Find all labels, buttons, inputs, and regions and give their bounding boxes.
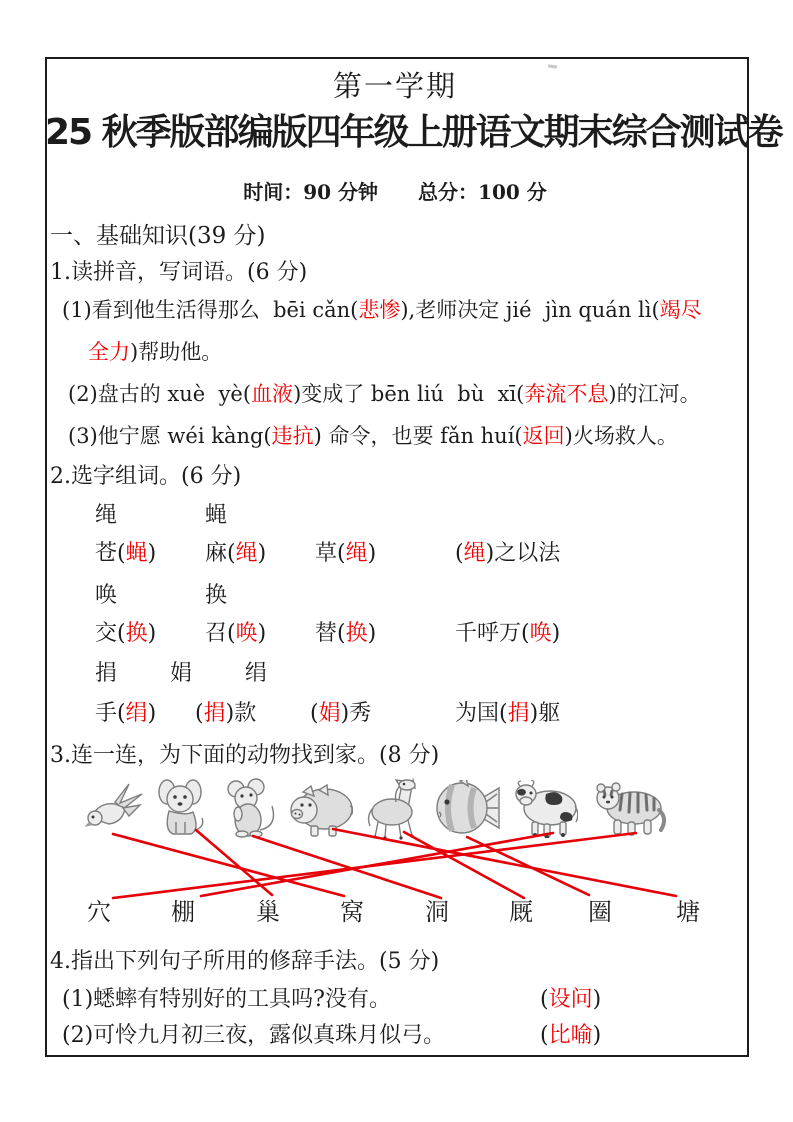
- q2-word-cell: 草(绳): [315, 541, 377, 566]
- q4-sentence-1: (1)蟋蟀有特别好的工具吗?没有。: [62, 987, 391, 1012]
- home-char-xue: 穴: [87, 898, 111, 926]
- q4-answer-1: (设问): [540, 987, 602, 1012]
- q2-char-option: 蝇: [205, 503, 228, 528]
- dog-image: [156, 778, 206, 842]
- q1-sentence-1: (1)看到他生活得那么 bēi cǎn(悲惨),老师决定 jié jìn quán lì(竭尽: [62, 298, 702, 322]
- q3-title: 3.连一连，为下面的动物找到家。(8 分): [50, 743, 440, 768]
- home-char-dong: 洞: [425, 898, 449, 926]
- q2-word-cell: 麻(绳): [205, 541, 267, 566]
- q4-sentence-2: (2)可怜九月初三夜，露似真珠月似弓。: [62, 1023, 446, 1048]
- q2-word-cell: 召(唤): [205, 621, 267, 646]
- q1-title: 1.读拼音，写词语。(6 分): [50, 260, 308, 285]
- q4-answer-2: (比喻): [540, 1023, 602, 1048]
- paper-title: 25 秋季版部编版四年级上册语文期末综合测试卷: [45, 112, 782, 153]
- q1-sentence-3: (3)他宁愿 wéi kàng(违抗) 命令，也要 fǎn huí(返回)火场救人。: [68, 424, 678, 448]
- q1-sentence-2: (2)盘古的 xuè yè(血液)变成了 bēn liú bù xī(奔流不息)的江河。: [68, 382, 701, 406]
- q2-word-cell: 为国(捐)躯: [455, 701, 561, 726]
- q2-word-cell: 交(换): [95, 621, 157, 646]
- home-char-peng: 棚: [171, 898, 195, 926]
- home-char-quan: 圈: [588, 898, 612, 926]
- horse-image: [366, 778, 422, 844]
- q4-title: 4.指出下列句子所用的修辞手法。(5 分): [50, 949, 440, 974]
- home-char-chao: 巢: [256, 898, 280, 926]
- q2-word-cell: (捐)款: [195, 701, 257, 726]
- q2-word-cell: 手(绢): [95, 701, 157, 726]
- fish-image: [436, 780, 500, 842]
- q2-char-option: 唤: [95, 583, 118, 608]
- home-char-tang: 塘: [676, 898, 700, 926]
- q1-sentence-1-wrap: 全力)帮助他。: [88, 340, 223, 364]
- section-1-heading: 一、基础知识(39 分): [50, 223, 266, 249]
- time-score-line: 时间：90 分钟 总分：100 分: [243, 180, 547, 204]
- bird-image: [85, 780, 143, 840]
- q2-char-option: 绳: [95, 503, 118, 528]
- q2-char-option: 捐: [95, 661, 118, 686]
- q2-word-cell: 替(换): [315, 621, 377, 646]
- mouse-image: [226, 778, 278, 842]
- q2-char-option: 绢: [245, 661, 268, 686]
- q2-word-cell: (绳)之以法: [455, 541, 561, 566]
- q2-char-option: 娟: [170, 661, 193, 686]
- q2-title: 2.选字组词。(6 分): [50, 464, 242, 489]
- q2-char-option: 换: [205, 583, 228, 608]
- q2-word-cell: 苍(蝇): [95, 541, 157, 566]
- semester-title: 第一学期: [332, 69, 457, 103]
- tiger-image: [596, 778, 666, 842]
- home-char-jiu: 厩: [509, 898, 533, 926]
- q2-word-cell: 千呼万(唤): [455, 621, 561, 646]
- cow-image: [514, 780, 578, 842]
- pig-image: [289, 784, 353, 842]
- q2-word-cell: (娟)秀: [310, 701, 372, 726]
- home-char-wo: 窝: [340, 898, 364, 926]
